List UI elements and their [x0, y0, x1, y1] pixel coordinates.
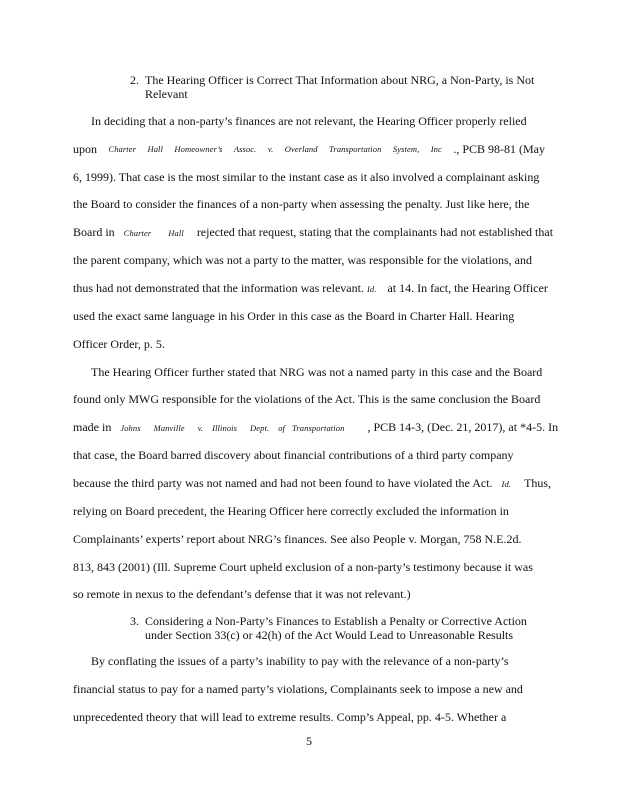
case-citation: Id. — [366, 284, 377, 294]
paragraph-line: that case, the Board barred discovery about financial contributions of a third party company — [73, 448, 514, 462]
page-number: 5 — [306, 734, 312, 748]
section-heading-2 — [130, 73, 550, 101]
paragraph-line: In deciding that a non-party’s finances are not relevant, the Hearing Officer properly relied — [91, 114, 527, 128]
heading-number: 3. — [130, 614, 139, 628]
paragraph-line: thus had not demonstrated that the information was relevant. Id. at 14. In fact, the Hearing Officer — [73, 281, 548, 295]
paragraph-line: the Board to consider the finances of a non-party when assessing the penalty. Just like here, the — [73, 197, 530, 211]
paragraph-line: The Hearing Officer further stated that NRG was not a named party in this case and the Board — [91, 365, 543, 379]
paragraph-line: so remote in nexus to the defendant’s defense that it was not relevant.) — [73, 587, 411, 601]
paragraph-line: the parent company, which was not a party to the matter, was responsible for the violations, and — [73, 253, 532, 267]
heading-text: Considering a Non-Party’s Finances to Establish a Penalty or Corrective Action under Section 33(c) or 42(h) of the Act Would Lead to Unreasonable Results — [145, 614, 527, 642]
heading-number: 2. — [130, 73, 139, 87]
paragraph-line: By conflating the issues of a party’s inability to pay with the relevance of a non-party’s — [91, 654, 509, 668]
paragraph-line: because the third party was not named and had not been found to have violated the Act. Id. Thus, — [73, 476, 552, 490]
paragraph-line: used the exact same language in his Order in this case as the Board in Charter Hall. Hearing — [73, 309, 515, 323]
paragraph-line: Officer Order, p. 5. — [73, 337, 165, 351]
paragraph-line: financial status to pay for a named party’s violations, Complainants seek to impose a new and — [73, 682, 523, 696]
paragraph-line: made in Johns Manville v. Illinois Dept. of Transportation , PCB 14-3, (Dec. 21, 2017), at *4-5. In — [73, 420, 559, 434]
paragraph-line: 813, 843 (2001) (Ill. Supreme Court upheld exclusion of a non-party’s testimony because it was — [73, 560, 533, 574]
paragraph-line: Complainants’ experts’ report about NRG’s finances. See also People v. Morgan, 758 N.E.2d. — [73, 532, 522, 546]
case-citation: Charter — [123, 228, 152, 238]
paragraph-line: relying on Board precedent, the Hearing Officer here correctly excluded the information in — [73, 504, 509, 518]
case-citation: Charter — [108, 144, 137, 154]
case-citation: Id. — [501, 479, 512, 489]
paragraph-line: upon Charter Hall Homeowner’s Assoc. v. Overland Transportation System, Inc ., PCB 98-81 (May — [73, 142, 545, 156]
case-citation: Johns — [120, 423, 141, 433]
section-heading-3 — [130, 614, 550, 642]
paragraph-line: Board in Charter Hall rejected that request, stating that the complainants had not established that — [73, 225, 554, 239]
paragraph-line: found only MWG responsible for the violations of the Act. This is the same conclusion the Board — [73, 392, 541, 406]
paragraph-line: unprecedented theory that will lead to extreme results. Comp’s Appeal, pp. 4-5. Whether a — [73, 710, 507, 724]
paragraph-line: 6, 1999). That case is the most similar to the instant case as it also involved a complainant asking — [73, 170, 540, 184]
heading-text: The Hearing Officer is Correct That Information about NRG, a Non-Party, is Not Relevant — [145, 73, 535, 101]
